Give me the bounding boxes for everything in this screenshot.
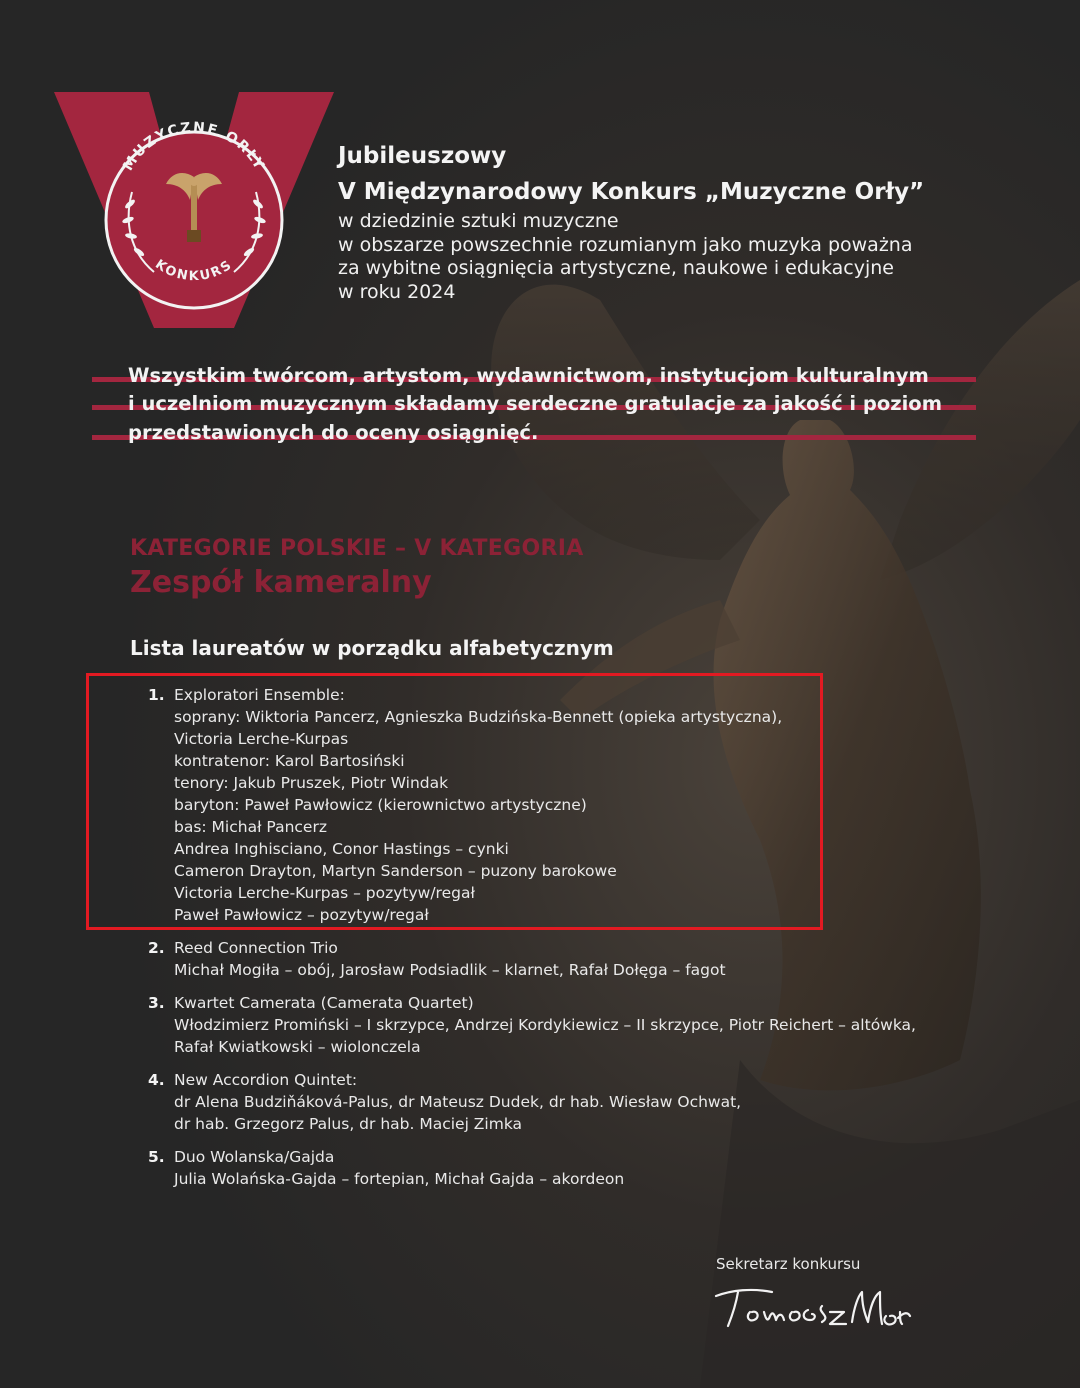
ensemble-member-line: Victoria Lerche-Kurpas – pozytyw/regał bbox=[174, 884, 475, 902]
list-item-number: 1. bbox=[148, 686, 165, 704]
ensemble-member-line: Paweł Pawłowicz – pozytyw/regał bbox=[174, 906, 429, 924]
list-item-number: 3. bbox=[148, 994, 165, 1012]
ensemble-member-line: dr Alena Budziňáková-Palus, dr Mateusz Dudek, dr hab. Wiesław Ochwat, bbox=[174, 1093, 742, 1111]
laureates-list-title: Lista laureatów w porządku alfabetycznym bbox=[130, 636, 614, 660]
ensemble-name: Kwartet Camerata (Camerata Quartet) bbox=[174, 994, 474, 1012]
secretary-signature bbox=[712, 1282, 912, 1332]
ensemble-name: Exploratori Ensemble: bbox=[174, 686, 345, 704]
laureates-list bbox=[140, 684, 1040, 1201]
category-name: Zespół kameralny bbox=[130, 565, 432, 600]
list-item bbox=[140, 992, 1040, 1058]
congratulations-line: Wszystkim twórcom, artystom, wydawnictwom, instytucjom kulturalnym bbox=[128, 364, 929, 387]
list-item bbox=[140, 1069, 1040, 1135]
ensemble-member-line: Michał Mogiła – obój, Jarosław Podsiadlik – klarnet, Rafał Dołęga – fagot bbox=[174, 961, 726, 979]
ensemble-member-line: Rafał Kwiatkowski – wiolonczela bbox=[174, 1038, 421, 1056]
heading-line: w dziedzinie sztuki muzyczne bbox=[338, 210, 619, 232]
heading-line: w obszarze powszechnie rozumianym jako muzyka poważna bbox=[338, 233, 913, 256]
ensemble-member-line: tenory: Jakub Pruszek, Piotr Windak bbox=[174, 774, 449, 792]
list-item bbox=[140, 684, 1040, 926]
heading-line: Jubileuszowy bbox=[338, 143, 507, 169]
ensemble-member-line: bas: Michał Pancerz bbox=[174, 818, 327, 836]
competition-heading bbox=[338, 138, 1038, 304]
competition-title: V Międzynarodowy Konkurs „Muzyczne Orły” bbox=[338, 179, 925, 205]
category-label: KATEGORIE POLSKIE – V KATEGORIA bbox=[130, 536, 584, 561]
list-item-number: 2. bbox=[148, 939, 165, 957]
congratulations-block bbox=[92, 360, 992, 450]
ensemble-member-line: baryton: Paweł Pawłowicz (kierownictwo artystyczne) bbox=[174, 796, 587, 814]
list-item bbox=[140, 1146, 1040, 1190]
logo-bottom-text: KONKURS bbox=[152, 257, 236, 285]
ensemble-member-line: Andrea Inghisciano, Conor Hastings – cynki bbox=[174, 840, 509, 858]
competition-logo bbox=[54, 92, 334, 332]
ensemble-member-line: Victoria Lerche-Kurpas bbox=[174, 730, 349, 748]
ensemble-name: Duo Wolanska/Gajda bbox=[174, 1148, 335, 1166]
ensemble-member-line: Włodzimierz Promiński – I skrzypce, Andrzej Kordykiewicz – II skrzypce, Piotr Reichert – altówka, bbox=[174, 1016, 916, 1034]
logo-top-text: MUZYCZNE ORŁY bbox=[120, 119, 268, 174]
list-item bbox=[140, 937, 1040, 981]
ensemble-member-line: Julia Wolańska-Gajda – fortepian, Michał Gajda – akordeon bbox=[174, 1170, 625, 1188]
heading-line: za wybitne osiągnięcia artystyczne, naukowe i edukacyjne bbox=[338, 257, 894, 279]
ensemble-member-line: Cameron Drayton, Martyn Sanderson – puzony barokowe bbox=[174, 862, 617, 880]
secretary-label: Sekretarz konkursu bbox=[716, 1255, 861, 1273]
category-block bbox=[130, 534, 830, 602]
congratulations-line: i uczelniom muzycznym składamy serdeczne gratulacje za jakość i poziom bbox=[128, 392, 943, 415]
heading-line: w roku 2024 bbox=[338, 280, 456, 303]
ensemble-member-line: kontratenor: Karol Bartosiński bbox=[174, 752, 405, 770]
list-item-number: 5. bbox=[148, 1148, 165, 1166]
ensemble-name: New Accordion Quintet: bbox=[174, 1071, 358, 1089]
list-item-number: 4. bbox=[148, 1071, 165, 1089]
ensemble-member-line: dr hab. Grzegorz Palus, dr hab. Maciej Zimka bbox=[174, 1115, 523, 1133]
ensemble-member-line: soprany: Wiktoria Pancerz, Agnieszka Budzińska-Bennett (opieka artystyczna), bbox=[174, 708, 783, 726]
congratulations-line: przedstawionych do oceny osiągnięć. bbox=[128, 421, 539, 444]
ensemble-name: Reed Connection Trio bbox=[174, 939, 338, 957]
